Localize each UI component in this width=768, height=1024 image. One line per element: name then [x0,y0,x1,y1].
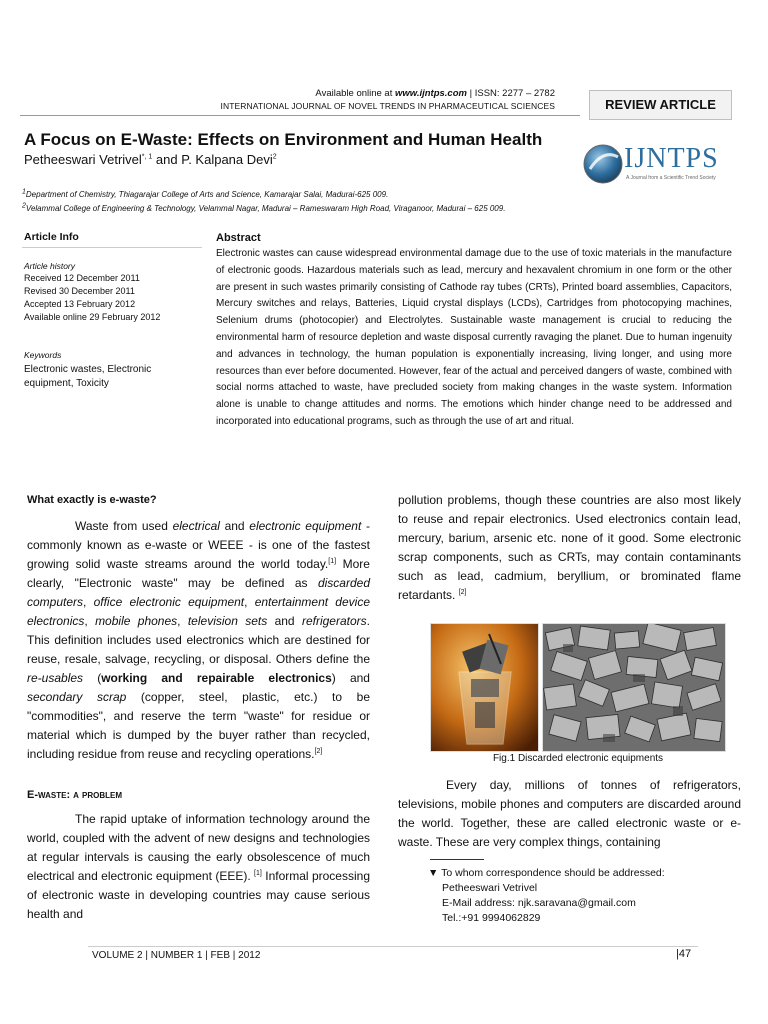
ewaste-glass-image [430,623,539,752]
abstract-text: Electronic wastes can cause widespread environmental damage due to the use of toxic materials in the manufacture of electronic goods. Hazardous materials such as lead, mercury and hexavalent chromium in one form or the other are present in such wastes primarily consisting of Cathode ray tubes (CRTs), Printed board assemblies, Capacitors, Mercury switches and relays, Batteries, Liquid crystal displays (LCDs), Cartridges from photocopying machines, Selenium drums (photocopier) and Electrolytes. Sustainable waste management is crucial to reducing the environmental harm of resource depletion and waste disposal currently ravaging the planet. Due to human ingenuity and advances in technology, the human population is exponentially increasing, living longer, and using more resources than ever before documented. However, fear of the actual and perceived dangers of waste, combined with social norms attached to waste, have precluded society from making changes in the waste system. Information alone is unable to change attitudes and norms. The emotions which hinder change need to be addressed and incorporated into educational programs, such as through the use of art and ritual. [216,248,732,427]
article-type-badge: REVIEW ARTICLE [589,90,732,120]
keywords-label: Keywords [24,350,62,360]
logo-tagline: A Journal from a Scientific Trend Society [626,175,716,181]
header-divider [20,115,580,116]
page-number: |47 [676,948,692,960]
section-heading-what-is-ewaste: What exactly is e-waste? [27,494,157,506]
right-column-paragraph-1: pollution problems, though these countries are also most likely to reuse and repair electronics. Used electronics contain lead, mercury, barium, arsenic etc. none of it good. Some electronic scrap components, such as CRTs, may contain contaminants such as lead, cadmium, beryllium, or brominated flame retardants. [2] [398,493,741,602]
figure-caption: Fig.1 Discarded electronic equipments [492,753,664,764]
footnote-divider [430,859,484,860]
article-info-divider [22,247,202,248]
footer-volume-info: VOLUME 2 | NUMBER 1 | FEB | 2012 [92,950,261,961]
journal-website-link[interactable]: www.ijntps.com [395,88,467,99]
keywords-text: Electronic wastes, Electronic equipment, Toxicity [24,364,152,389]
affiliation-2: $^2$Velammal College of Engineering & Technology, Velammal Nagar, Madurai – Rameswaram High Road, Viraganoor, Madurai – 625 009. [22,202,506,213]
section-heading-ewaste-problem: E-waste: a problem [27,789,122,801]
citation-2b: [2] [458,589,467,596]
history-online: Available online 29 February 2012 [24,312,161,322]
footer-divider [88,946,698,947]
citation-2: [2] [314,748,323,755]
author-line: Petheeswari Vetrivel$^{*, 1}$ and P. Kalpana Devi$^2$ [24,152,277,167]
journal-name: INTERNATIONAL JOURNAL OF NOVEL TRENDS IN PHARMACEUTICAL SCIENCES [220,101,555,111]
section2-paragraph: The rapid uptake of information technology around the world, coupled with the advent of new designs and technologies at regular intervals is causing the early obsolescence of much electrical and electronic equipment (EEE). [1] Informal processing of electronic waste in developing countries may cause serious health and [27,812,370,921]
history-revised: Revised 30 December 2011 [24,286,135,296]
affiliation-1: $^1$Department of Chemistry, Thiagarajar College of Arts and Science, Kamarajar Salai, Madurai-625 009. [22,188,389,199]
history-accepted: Accepted 13 February 2012 [24,299,136,309]
citation-1b: [1] [254,870,262,877]
ewaste-pile-image [542,623,726,752]
article-info-heading: Article Info [24,231,79,243]
right-column-paragraph-2: Every day, millions of tonnes of refrigerators, televisions, mobile phones and computers are discarded around the world. Together, these are called electronic waste or e-waste. These are very complex things, containing [398,778,741,849]
section1-paragraph: Waste from used electrical and electronic equipment - commonly known as e-waste or WEEE - is one of the fastest growing solid waste streams around the world today.[1] More clearly, "Electronic waste" may be defined as discarded computers, office electronic equipment, entertainment device electronics, mobile phones, television sets and refrigerators. This definition includes used electronics which are destined for reuse, resale, salvage, recycling, or disposal. Others define the re-usables (working and repairable electronics) and secondary scrap (copper, steel, plastic, etc.) to be "commodities", and reserve the term "waste" for residue or material which is dumped by the buyer rather than recycled, including residue from reuse and recycling operations.[2] [27,519,370,761]
paper-title: A Focus on E-Waste: Effects on Environment and Human Health [24,130,543,149]
availability-line: Available online at www.ijntps.com | ISSN: 2277 – 2782 [315,88,555,99]
article-history-label: Article history [24,261,76,271]
ijntps-logo-icon [582,143,624,185]
history-received: Received 12 December 2011 [24,273,140,283]
correspondence-footnote: ▼ To whom correspondence should be addressed: Petheeswari Vetrivel E-Mail address: njk.saravana@gmail.com Tel.:+91 9994062829 [428,867,665,924]
abstract-heading: Abstract [216,232,261,244]
correspondence-email: E-Mail address: njk.saravana@gmail.com [442,897,636,909]
citation-1: [1] [328,558,337,565]
logo-wordmark: IJNTPS [624,143,719,174]
